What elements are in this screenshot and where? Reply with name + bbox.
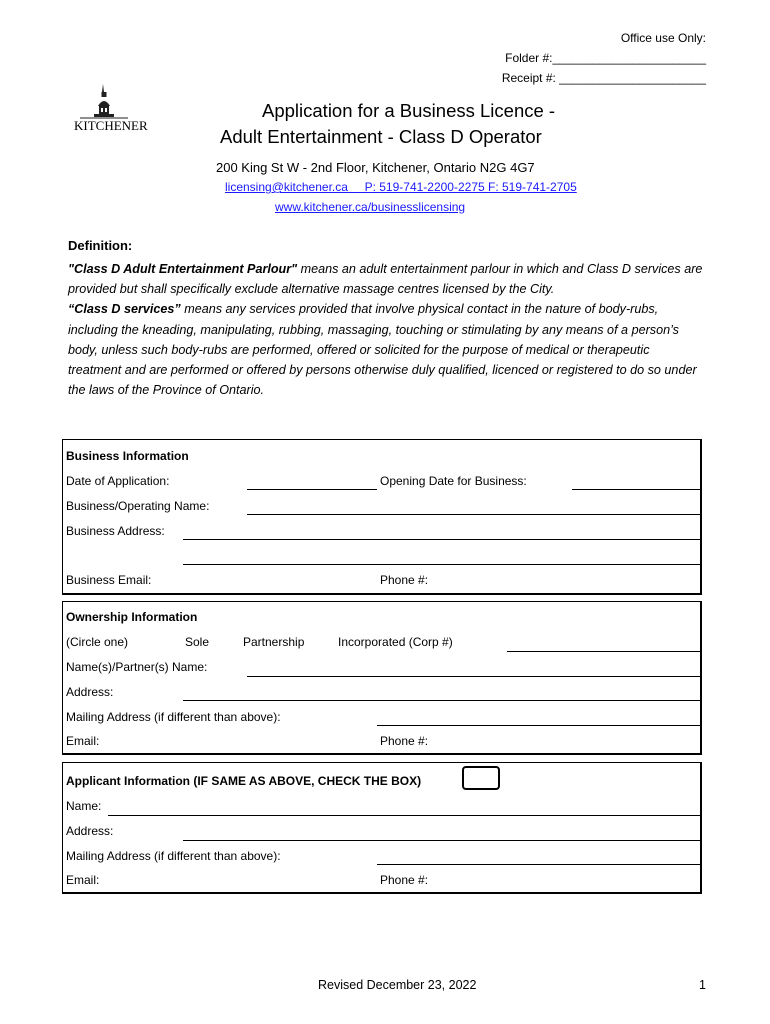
website-link[interactable]: www.kitchener.ca/businesslicensing xyxy=(275,200,466,214)
definition-text-1: means an adult entertainment parlour in which and Class D services are provided but shall specifically exclude alternative massage centres licensed by the City. xyxy=(68,262,703,297)
owner-address-label: Address: xyxy=(66,685,114,699)
logo-text: KITCHENER xyxy=(74,118,148,133)
business-name-field[interactable] xyxy=(247,514,700,515)
option-incorporated[interactable]: Incorporated (Corp #) xyxy=(338,635,453,649)
applicant-phone-label: Phone #: xyxy=(380,873,429,887)
owner-mailing-field[interactable] xyxy=(377,725,700,726)
owner-names-label: Name(s)/Partner(s) Name: xyxy=(66,660,208,674)
owner-address-field[interactable] xyxy=(183,700,700,701)
same-as-above-checkbox[interactable] xyxy=(462,766,500,790)
applicant-address-label: Address: xyxy=(66,824,114,838)
ownership-info-section xyxy=(62,601,702,755)
option-sole[interactable]: Sole xyxy=(185,635,210,649)
office-address: 200 King St W - 2nd Floor, Kitchener, Ontario N2G 4G7 xyxy=(216,160,535,175)
corp-number-field[interactable] xyxy=(507,651,700,652)
business-email-label: Business Email: xyxy=(66,573,152,587)
page-title-line1: Application for a Business Licence - xyxy=(262,100,556,121)
definition-text-2: means any services provided that involve physical contact in the nature of body-rubs, including the kneading, manipulating, rubbing, massaging, touching or stimulating by any means of a person’s body, unless such body-rubs are performed, offered or solicited for the purpose of medical or therapeutic treatment and are performed or offered by persons otherwise duly qualified, licenced or registered to do so under the laws of the Province of Ontario. xyxy=(68,302,697,398)
ownership-info-heading: Ownership Information xyxy=(66,610,198,624)
applicant-email-label: Email: xyxy=(66,873,100,887)
business-name-label: Business/Operating Name: xyxy=(66,499,210,513)
term-class-d-parlour: "Class D Adult Entertainment Parlour" xyxy=(68,262,298,276)
revised-date: Revised December 23, 2022 xyxy=(318,978,477,992)
applicant-address-field[interactable] xyxy=(183,840,700,841)
applicant-name-field[interactable] xyxy=(108,815,700,816)
business-address-label: Business Address: xyxy=(66,524,165,538)
applicant-mailing-label: Mailing Address (if different than above): xyxy=(66,849,281,863)
option-partnership[interactable]: Partnership xyxy=(243,635,305,649)
owner-names-field[interactable] xyxy=(247,676,700,677)
date-of-application-field[interactable] xyxy=(247,489,377,490)
business-address-field[interactable] xyxy=(183,539,700,540)
business-info-heading: Business Information xyxy=(66,449,189,463)
page-title-line2: Adult Entertainment - Class D Operator xyxy=(220,126,542,147)
opening-date-field[interactable] xyxy=(572,489,700,490)
date-of-application-label: Date of Application: xyxy=(66,474,170,488)
applicant-info-heading: Applicant Information (IF SAME AS ABOVE, CHECK THE BOX) xyxy=(66,774,422,788)
page-number: 1 xyxy=(699,978,706,992)
circle-one-label: (Circle one) xyxy=(66,635,129,649)
owner-phone-label: Phone #: xyxy=(380,734,429,748)
business-phone-label: Phone #: xyxy=(380,573,429,587)
opening-date-label: Opening Date for Business: xyxy=(380,474,527,488)
term-class-d-services: “Class D services” xyxy=(68,302,181,317)
contact-link[interactable]: licensing@kitchener.ca P: 519-741-2200-2275 F: 519-741-2705 xyxy=(225,180,577,194)
office-use-title: Office use Only: xyxy=(620,31,706,45)
definition-heading: Definition: xyxy=(68,238,133,253)
folder-number-field[interactable]: Folder #:_______________________ xyxy=(505,51,706,65)
receipt-number-field[interactable]: Receipt #: ______________________ xyxy=(501,71,706,85)
applicant-name-label: Name: xyxy=(66,799,102,813)
owner-mailing-label: Mailing Address (if different than above): xyxy=(66,710,281,724)
definition-text xyxy=(68,259,704,400)
owner-email-label: Email: xyxy=(66,734,100,748)
business-address-field-2[interactable] xyxy=(183,564,700,565)
applicant-mailing-field[interactable] xyxy=(377,864,700,865)
